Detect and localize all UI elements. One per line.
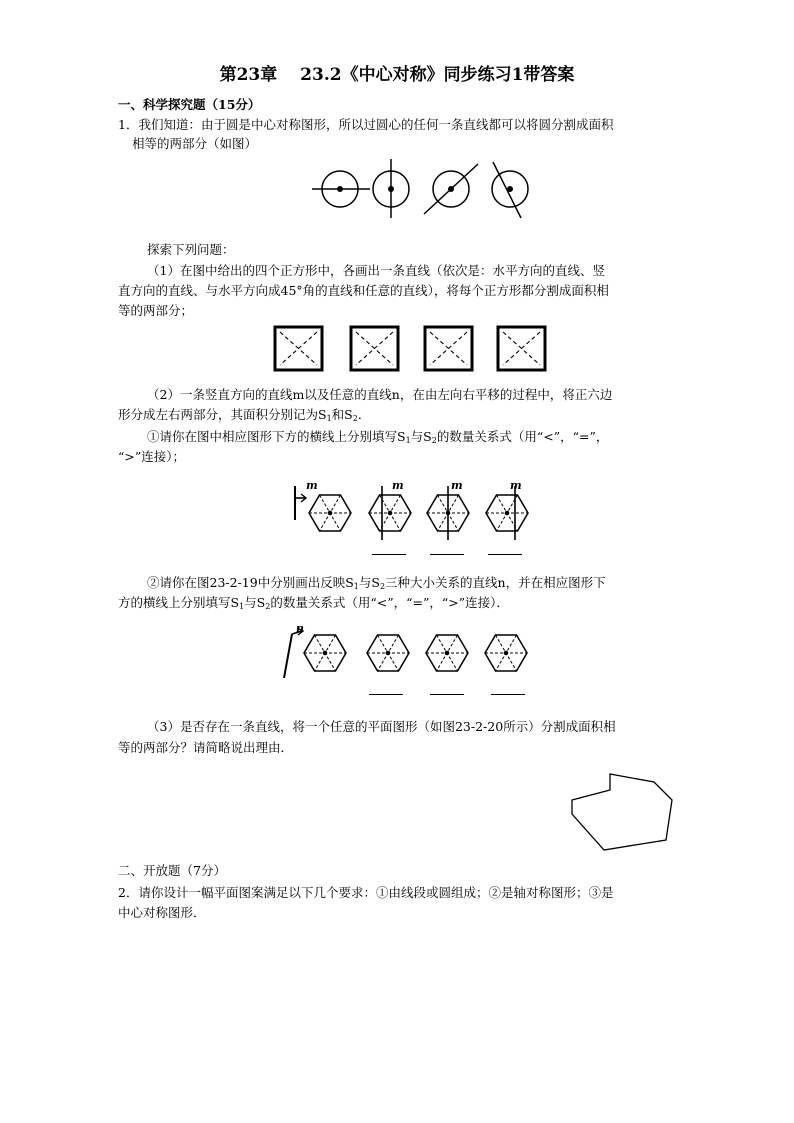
answer-blank-n1[interactable] [369, 694, 403, 695]
arbitrary-polygon-figure [568, 770, 678, 852]
part3-text-line1: （3）是否存在一条直线，将一个任意的平面图形（如图23-2-20所示）分割成面积相 [147, 719, 616, 734]
section2-heading: 二、开放题（7分） [118, 863, 226, 878]
explore-text: 探索下列问题： [147, 242, 235, 257]
circle1-text-line2: “>”连接）； [118, 449, 186, 464]
answer-blank-n2[interactable] [430, 694, 464, 695]
line-m-label-3: m [451, 479, 463, 492]
hexagons-figure-m [285, 478, 535, 544]
part3-text-line2: 等的两部分？请简略说出理由． [118, 740, 294, 755]
part2-text-line1: （2）一条竖直方向的直线m以及任意的直线n，在由左向右平移的过程中，将正六边 [147, 387, 613, 402]
part1-text-line1: （1）在图中给出的四个正方形中，各画出一条直线（依次是：水平方向的直线、竖 [147, 263, 605, 278]
line-m-label: m [306, 479, 318, 492]
circle2-text-line1: ②请你在图23-2-19中分别画出反映$S_1$与$S_2$三种大小关系的直线n，并在相应图形下 [147, 575, 606, 591]
line-m-label-2: m [392, 479, 404, 492]
answer-blank-m2[interactable] [430, 554, 464, 555]
q1-text-line1: 1．我们知道：由于圆是中心对称图形，所以过圆心的任何一条直线都可以将圆分割成面积 [118, 117, 614, 132]
page-title: 第23章 23.2《中心对称》同步练习1带答案 [219, 65, 575, 85]
q2-text-line2: 中心对称图形． [118, 905, 206, 920]
section1-heading: 一、科学探究题（15分） [118, 97, 261, 112]
circle1-text-line1: ①请你在图中相应图形下方的横线上分别填写$S_1$与$S_2$的数量关系式（用“<”，“=”， [147, 429, 609, 445]
part1-text-line3: 等的两部分； [118, 303, 194, 318]
answer-blank-n3[interactable] [491, 694, 525, 695]
squares-figure [270, 324, 550, 374]
part2-text-line2: 形分成左右两部分，其面积分别记为$S_1$和$S_2$． [118, 407, 371, 423]
line-n-label: n [296, 622, 304, 635]
q1-text-line2: 相等的两部分（如图） [132, 136, 258, 151]
line-m-label-4: m [510, 479, 522, 492]
hexagons-figure-n [278, 620, 540, 682]
q2-text-line1: 2．请你设计一幅平面图案满足以下几个要求：①由线段或圆组成；②是轴对称图形；③是 [118, 885, 614, 900]
circle2-text-line2: 方的横线上分别填写$S_1$与$S_2$的数量关系式（用“<”，“=”，“>”连接）． [118, 595, 509, 611]
answer-blank-m3[interactable] [488, 554, 522, 555]
part1-text-line2: 直方向的直线、与水平方向成45°角的直线和任意的直线），将每个正方形都分割成面积相 [118, 283, 609, 298]
answer-blank-m1[interactable] [372, 554, 406, 555]
circles-figure [300, 156, 540, 222]
